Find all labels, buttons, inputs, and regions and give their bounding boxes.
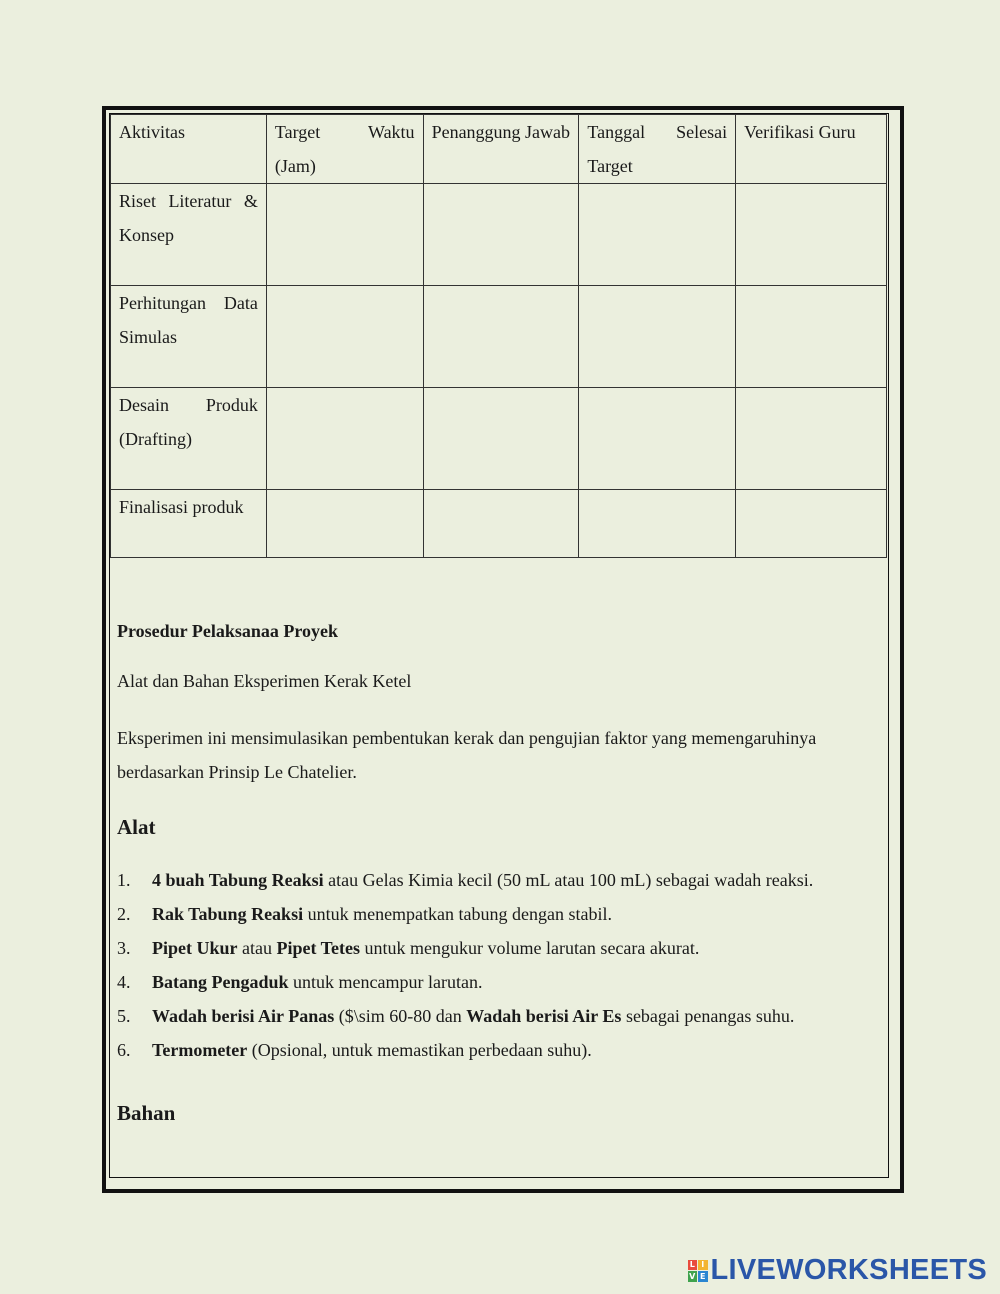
target-date-input-cell[interactable]: [579, 388, 736, 490]
bahan-heading: Bahan: [117, 1101, 176, 1125]
table-header-row: [111, 115, 887, 184]
target-date-input-cell[interactable]: [579, 490, 736, 558]
liveworksheets-logo-icon: L I V E: [688, 1260, 708, 1282]
verification-input-cell[interactable]: [736, 184, 887, 286]
target-time-input-cell[interactable]: [266, 490, 423, 558]
responsible-input-cell[interactable]: [423, 490, 579, 558]
list-item: 5. Wadah berisi Air Panas ($\sim 60-80 dan Wadah berisi Air Es sebagai penangas suhu.: [117, 1006, 795, 1026]
worksheet-frame: [102, 106, 904, 1193]
list-item: 6. Termometer (Opsional, untuk memastikan perbedaan suhu).: [117, 1040, 592, 1060]
verification-input-cell[interactable]: [736, 490, 887, 558]
header-cell-responsible: Penanggung Jawab: [423, 115, 579, 184]
activity-cell: Finalisasi produk: [111, 490, 267, 558]
verification-input-cell[interactable]: [736, 286, 887, 388]
tools-list: [117, 863, 813, 1067]
liveworksheets-logo-text: LIVEWORKSHEETS: [710, 1254, 987, 1286]
header-cell-activity: Aktivitas: [111, 115, 267, 184]
table-row: [111, 286, 887, 388]
activity-cell: Riset Literatur & Konsep: [111, 184, 267, 286]
table-row: [111, 184, 887, 286]
target-time-input-cell[interactable]: [266, 184, 423, 286]
target-date-input-cell[interactable]: [579, 184, 736, 286]
project-schedule-table: [110, 114, 887, 558]
section-intro: Eksperimen ini mensimulasikan pembentukan kerak dan pengujian faktor yang memengaruhinya berdasarkan Prinsip Le Chatelier.: [117, 728, 817, 782]
list-item: 3. Pipet Ukur atau Pipet Tetes untuk mengukur volume larutan secara akurat.: [117, 938, 700, 958]
responsible-input-cell[interactable]: [423, 388, 579, 490]
target-time-input-cell[interactable]: [266, 286, 423, 388]
table-row: [111, 490, 887, 558]
activity-cell: Desain Produk (Drafting): [111, 388, 267, 490]
table-row: [111, 388, 887, 490]
verification-input-cell[interactable]: [736, 388, 887, 490]
header-cell-target-date: Tanggal Selesai Target: [579, 115, 736, 184]
target-date-input-cell[interactable]: [579, 286, 736, 388]
activity-cell: Perhitungan Data Simulas: [111, 286, 267, 388]
responsible-input-cell[interactable]: [423, 286, 579, 388]
section-title: Prosedur Pelaksanaa Proyek: [117, 621, 339, 641]
header-cell-target-time: Target Waktu (Jam): [266, 115, 423, 184]
responsible-input-cell[interactable]: [423, 184, 579, 286]
section-subtitle: Alat dan Bahan Eksperimen Kerak Ketel: [117, 671, 412, 691]
header-cell-teacher-verification: Verifikasi Guru: [736, 115, 887, 184]
alat-heading: Alat: [117, 815, 156, 839]
worksheet-inner-border: [109, 113, 889, 1178]
list-item: 1. 4 buah Tabung Reaksi atau Gelas Kimia kecil (50 mL atau 100 mL) sebagai wadah reaksi.: [117, 870, 814, 890]
list-item: 4. Batang Pengaduk untuk mencampur larutan.: [117, 972, 483, 992]
list-item: 2. Rak Tabung Reaksi untuk menempatkan tabung dengan stabil.: [117, 904, 613, 924]
liveworksheets-logo: [688, 1254, 988, 1287]
target-time-input-cell[interactable]: [266, 388, 423, 490]
